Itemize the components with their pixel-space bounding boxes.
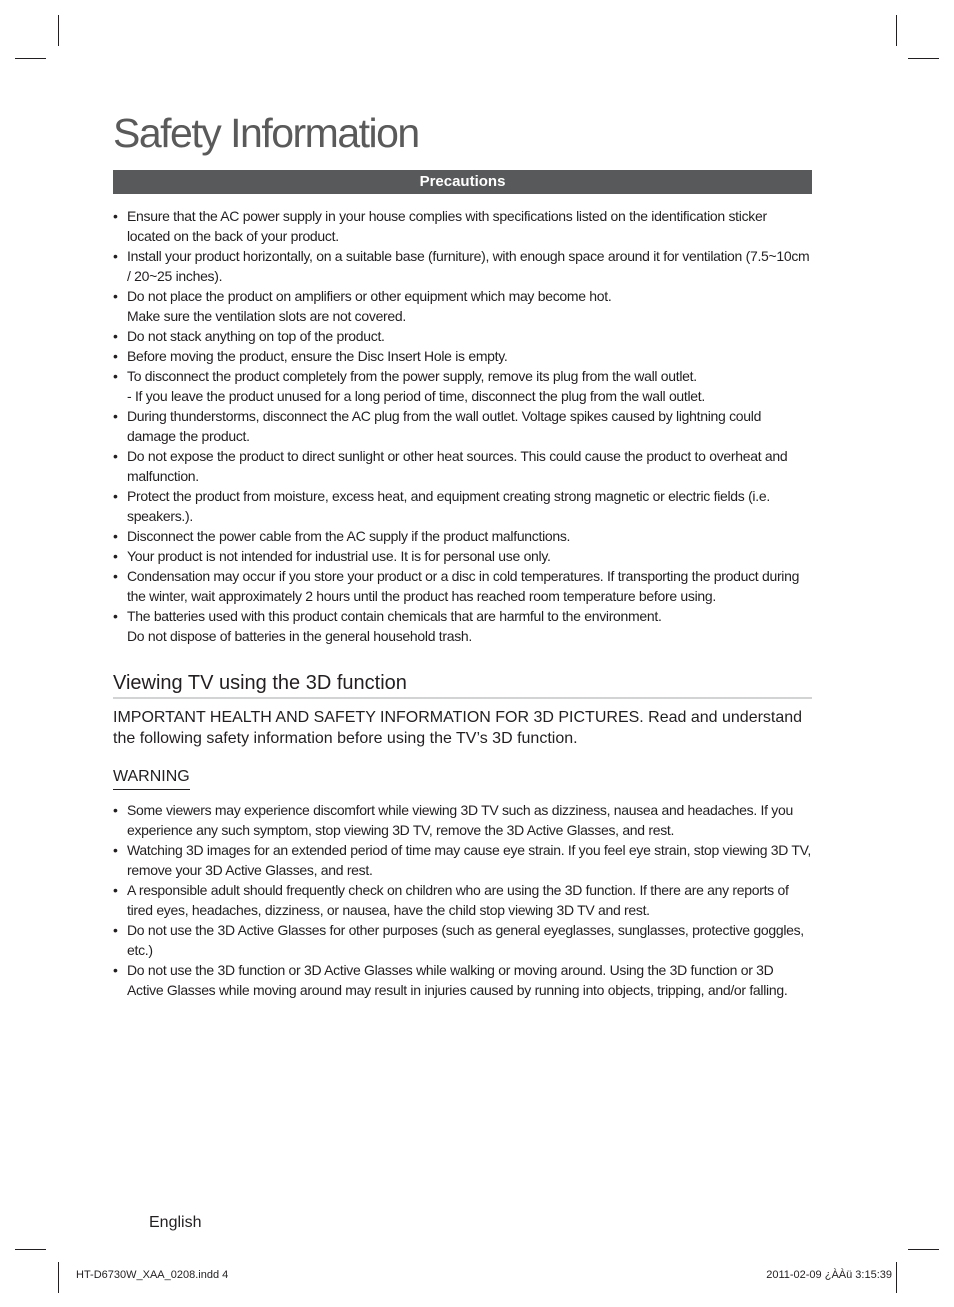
list-item [113,546,812,566]
list-item-text: Do not dispose of batteries in the general household trash. [127,628,472,644]
section-heading-3d: Viewing TV using the 3D function [113,669,812,699]
precautions-list [113,206,812,646]
health-safety-subheading: IMPORTANT HEALTH AND SAFETY INFORMATION FOR 3D PICTURES. Read and understand the following safety information before using the TV’s 3D function. [113,709,803,747]
crop-mark [908,1249,939,1250]
list-item-text: • To disconnect the product completely from the power supply, remove its plug from the wall outlet. [127,368,697,384]
list-item-text: • Condensation may occur if you store your product or a disc in cold temperatures. If transporting the product during the winter, wait approximately 2 hours until the product has reached room temperature before using. [127,568,800,604]
list-item-text: • Before moving the product, ensure the Disc Insert Hole is empty. [127,348,508,364]
list-item [113,800,812,840]
list-item-text: • A responsible adult should frequently check on children who are using the 3D function. If there are any reports of tired eyes, headaches, dizziness, or nausea, have the child stop viewing 3D TV and rest. [127,882,789,918]
list-item-text: • Your product is not intended for industrial use. It is for personal use only. [127,548,551,564]
list-item-text: - If you leave the product unused for a long period of time, disconnect the plug from the wall outlet. [127,388,705,404]
list-item [113,960,812,1000]
list-item-text: • Protect the product from moisture, excess heat, and equipment creating strong magnetic or electric fields (i.e. speakers.). [127,488,770,524]
list-item-text: • The batteries used with this product contain chemicals that are harmful to the environment. [127,608,662,624]
list-item [113,606,812,646]
list-item [113,246,812,286]
list-item [113,206,812,246]
crop-mark [908,58,939,59]
list-item [113,566,812,606]
list-item [113,486,812,526]
list-item-text: • Do not place the product on amplifiers or other equipment which may become hot. [127,288,612,304]
list-item [113,526,812,546]
list-item [113,446,812,486]
slug-file-info: HT-D6730W_XAA_0208.indd 4 [76,1269,229,1281]
crop-mark [58,15,59,46]
crop-mark [15,58,46,59]
warning-list [113,800,812,1000]
list-item-text: • Some viewers may experience discomfort while viewing 3D TV such as dizziness, nausea and headaches. If you experience any such symptom, stop viewing 3D TV, remove the 3D Active Glasses, and rest. [127,802,793,838]
list-item-text: Make sure the ventilation slots are not covered. [127,308,406,324]
footer-language: English [149,1214,202,1231]
list-item-text: • Do not stack anything on top of the product. [127,328,385,344]
slug-date-info: 2011-02-09 ¿ÀÀü 3:15:39 [766,1269,892,1281]
crop-mark [58,1262,59,1293]
list-item-text: • Watching 3D images for an extended period of time may cause eye strain. If you feel eye strain, stop viewing 3D TV, remove your 3D Active Glasses, and rest. [127,842,812,878]
crop-mark [15,1249,46,1250]
warning-label: WARNING [113,766,190,790]
precautions-heading: Precautions [113,170,812,194]
list-item [113,406,812,446]
list-item-text: • Disconnect the power cable from the AC supply if the product malfunctions. [127,528,571,544]
list-item [113,286,812,326]
list-item-text: • Do not use the 3D Active Glasses for other purposes (such as general eyeglasses, sunglasses, protective goggles, etc.) [127,922,804,958]
crop-mark [896,1262,897,1293]
list-item-text: • Do not expose the product to direct sunlight or other heat sources. This could cause the product to overheat and malfunction. [127,448,788,484]
list-item [113,346,812,366]
list-item [113,326,812,346]
list-item-text: • Ensure that the AC power supply in your house complies with specifications listed on the identification sticker located on the back of your product. [127,208,767,244]
list-item [113,880,812,920]
crop-mark [896,15,897,46]
list-item [113,920,812,960]
list-item [113,840,812,880]
list-item-text: • Do not use the 3D function or 3D Active Glasses while walking or moving around. Using the 3D function or 3D Active Glasses while moving around may result in injuries caused by running into objects, tripping, and/or falling. [127,962,788,998]
list-item [113,366,812,406]
list-item-text: • During thunderstorms, disconnect the AC plug from the wall outlet. Voltage spikes caused by lightning could damage the product. [127,408,762,444]
page-title: Safety Information [113,110,419,156]
list-item-text: • Install your product horizontally, on a suitable base (furniture), with enough space around it for ventilation (7.5~10cm / 20~25 inches). [127,248,810,284]
